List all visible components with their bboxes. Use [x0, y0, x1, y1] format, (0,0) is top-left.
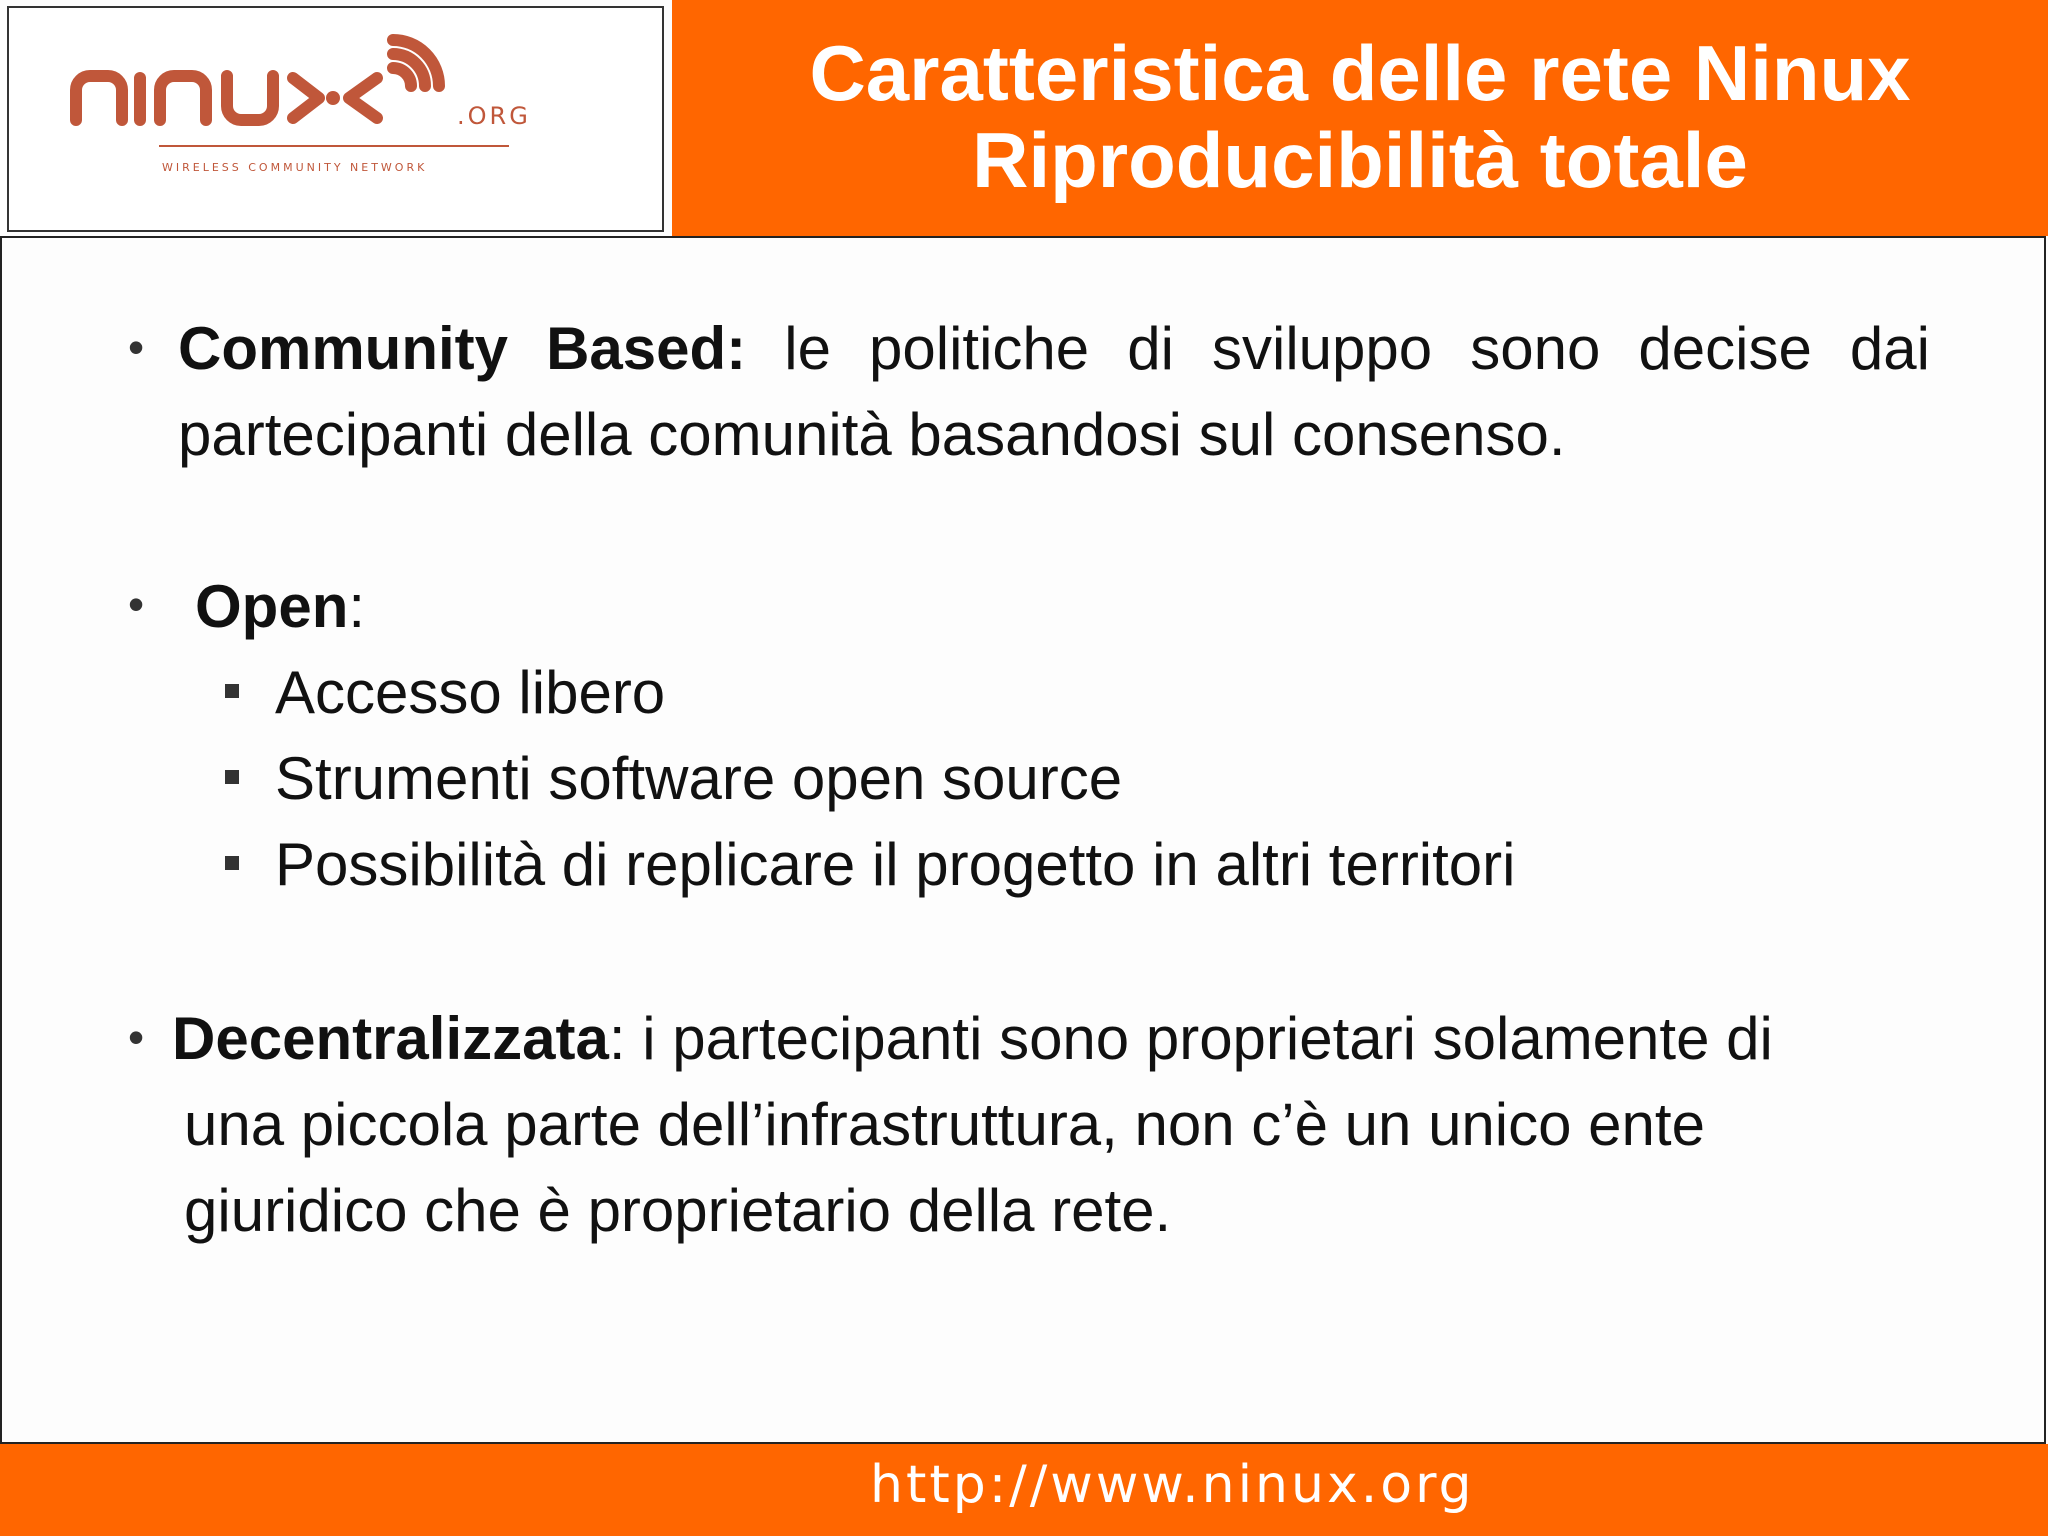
slide-title: [672, 30, 2048, 204]
title-line-2: Riproducibilità totale: [972, 116, 1748, 204]
decentralizzata-text-1: : i partecipanti sono proprietari solamente di: [608, 1005, 1773, 1072]
ninux-logo: [7, 6, 664, 232]
open-colon: :: [348, 573, 366, 640]
open-sub-item: Possibilità di replicare il progetto in altri territori: [275, 831, 1516, 898]
open-sub-item: Accesso libero: [275, 659, 666, 726]
sub-bullet-square: [225, 856, 239, 870]
bullet-dot: •: [128, 1011, 145, 1063]
bullet-dot: •: [128, 578, 145, 630]
sub-bullet-square: [225, 684, 239, 698]
logo-tagline: WIRELESS COMMUNITY NETWORK: [162, 161, 428, 174]
bullet-dot: •: [128, 321, 145, 373]
community-based-label: Community Based:: [178, 315, 747, 382]
footer-url[interactable]: http://www.ninux.org: [870, 1455, 1475, 1515]
open-label: Open: [195, 573, 349, 640]
decentralizzata-text-2: una piccola parte dell’infrastruttura, non c’è un unico ente: [184, 1091, 1705, 1158]
title-line-1: Caratteristica delle rete Ninux: [809, 29, 1911, 117]
item-community-based: [178, 306, 1930, 478]
community-based-text: le politiche di sviluppo sono decise dai partecipanti della comunità basandosi sul consenso.: [178, 315, 1930, 468]
item-decentralizzata-line-1: [172, 996, 1773, 1082]
item-open: [195, 564, 365, 650]
open-sub-item: Strumenti software open source: [275, 745, 1123, 812]
logo-suffix: .ORG: [457, 102, 531, 130]
decentralizzata-label: Decentralizzata: [172, 1005, 609, 1072]
sub-bullet-square: [225, 770, 239, 784]
decentralizzata-text-3: giuridico che è proprietario della rete.: [184, 1177, 1172, 1244]
ninux-logo-graphic: [9, 8, 662, 230]
